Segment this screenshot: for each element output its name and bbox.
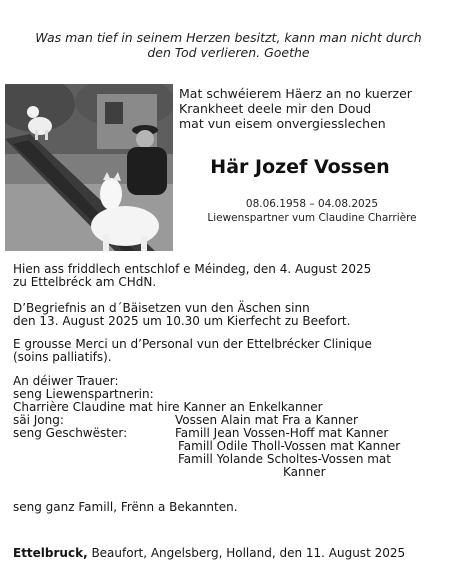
thanks-line-1: E grousse Merci un d’Personal vun der Ettelbrécker Clinique	[13, 337, 372, 351]
sibling-family: Famill Yolande Scholtes-Vossen mat	[178, 452, 391, 466]
portrait-photo-image	[5, 84, 173, 251]
thanks-paragraph	[13, 338, 372, 364]
sibling-family: Famill Jean Vossen-Hoff mat Kanner	[175, 426, 389, 440]
mourners-heading: An déiwer Trauer:	[13, 374, 119, 388]
funeral-line-2: den 13. August 2025 um 10.30 um Kierfecht zu Beefort.	[13, 314, 351, 328]
partner-names: Charrière Claudine mat hire Kanner an Enkelkanner	[13, 400, 323, 414]
funeral-line-1: D’Begriefnis an d´Bäisetzen vun den Äschen sinn	[13, 301, 310, 315]
portrait-photo	[5, 84, 173, 251]
announcement-line-2: zu Ettelbréck am CHdN.	[13, 275, 157, 289]
closing-text: seng ganz Famill, Frënn a Bekannten.	[13, 500, 238, 514]
life-dates: 08.06.1958 – 04.08.2025	[245, 198, 379, 210]
partner-of-line: Liewenspartner vum Claudine Charrière	[207, 212, 417, 224]
siblings-list	[175, 427, 400, 479]
deceased-dates-block	[188, 197, 436, 225]
epigraph-quote	[0, 30, 457, 60]
quote-line-2: den Tod verlieren. Goethe	[147, 45, 310, 60]
son-names: Vossen Alain mat Fra a Kanner	[175, 413, 358, 427]
intro-line-3: mat vun eisem onvergiesslechen	[179, 116, 386, 131]
closing-line	[13, 501, 238, 514]
mourners-header	[13, 375, 323, 414]
intro-line-2: Krankheet deele mir den Doud	[179, 101, 372, 116]
thanks-line-2: (soins palliatifs).	[13, 350, 112, 364]
siblings-label: seng Geschwëster:	[13, 426, 128, 440]
son-label: säi Jong:	[13, 413, 64, 427]
partner-label: seng Liewenspartnerin:	[13, 387, 154, 401]
intro-text	[179, 86, 412, 131]
announcement-paragraph	[13, 263, 371, 289]
place-and-date	[13, 546, 405, 560]
funeral-paragraph	[13, 302, 350, 328]
deceased-name: Här Jozef Vossen	[210, 156, 390, 178]
sibling-family: Famill Odile Tholl-Vossen mat Kanner	[178, 439, 401, 453]
place-bold: Ettelbruck,	[13, 546, 88, 560]
quote-line-1: Was man tief in seinem Herzen besitzt, kann man nicht durch	[35, 30, 422, 45]
sibling-family: Kanner	[283, 465, 326, 479]
announcement-line-1: Hien ass friddlech entschlof e Méindeg, den 4. August 2025	[13, 262, 372, 276]
place-rest: Beaufort, Angelsberg, Holland, den 11. August 2025	[87, 546, 406, 560]
intro-line-1: Mat schwéierem Häerz an no kuerzer	[179, 86, 412, 101]
